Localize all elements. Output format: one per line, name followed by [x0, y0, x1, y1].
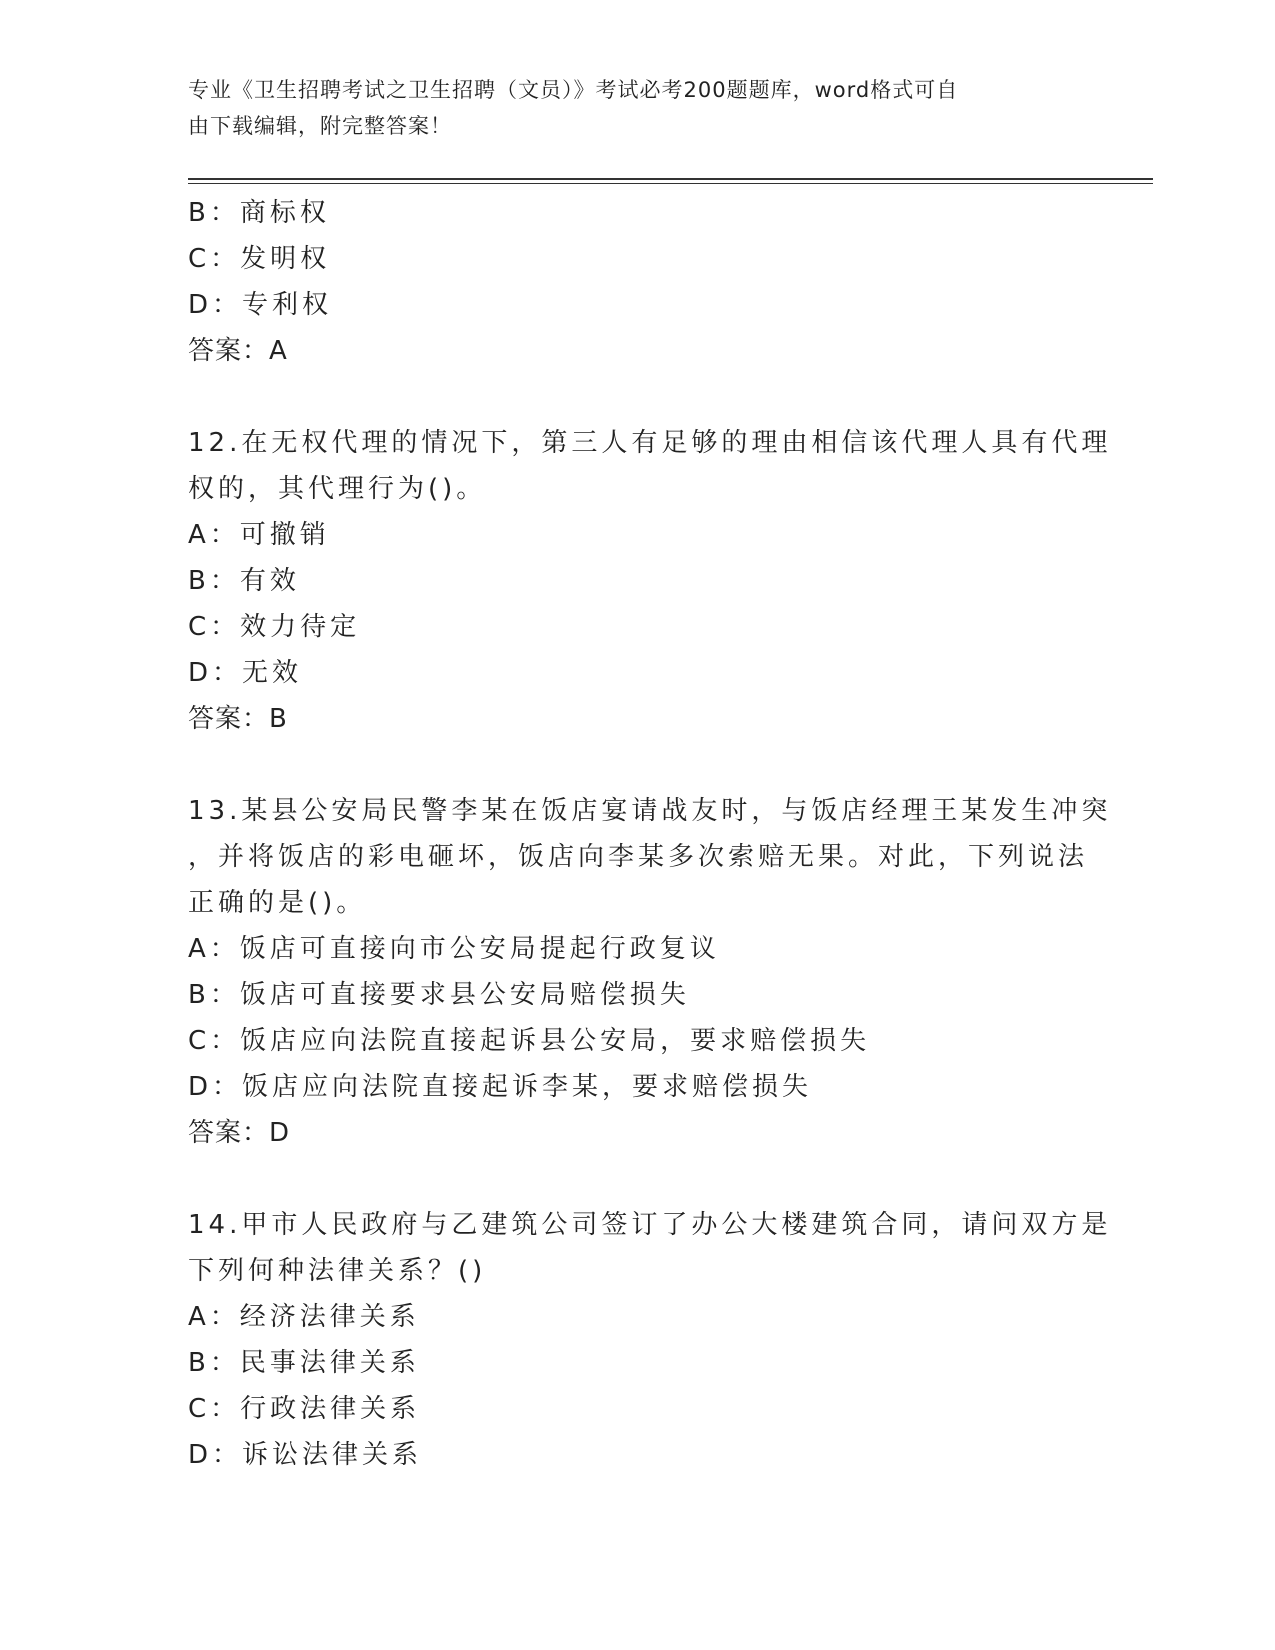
question-text-line: 正确的是()。: [188, 888, 367, 918]
question-list: [188, 190, 1112, 1478]
document-header: [188, 72, 1068, 144]
question-12: [188, 420, 1112, 742]
question-text-line: 权的，其代理行为()。: [188, 474, 487, 504]
question-text-line: 12.在无权代理的情况下，第三人有足够的理由相信该代理人具有代理: [188, 428, 1112, 458]
question-text-line: 14.甲市人民政府与乙建筑公司签订了办公大楼建筑合同，请问双方是: [188, 1210, 1112, 1240]
option-c: C：饭店应向法院直接起诉县公安局，要求赔偿损失: [188, 1026, 871, 1056]
option-b: B：商标权: [188, 198, 330, 228]
option-a: A：饭店可直接向市公安局提起行政复议: [188, 934, 720, 964]
option-d: D：诉讼法律关系: [188, 1440, 423, 1470]
header-line-1: 专业《卫生招聘考试之卫生招聘（文员）》考试必考200题题库，word格式可自: [188, 78, 959, 102]
answer: 答案：B: [188, 704, 288, 734]
option-d: D：无效: [188, 658, 303, 688]
option-c: C：发明权: [188, 244, 331, 274]
question-11-partial: [188, 190, 1078, 374]
option-c: C：效力待定: [188, 612, 361, 642]
option-a: A：可撤销: [188, 520, 330, 550]
answer: 答案：D: [188, 1118, 291, 1148]
answer: 答案：A: [188, 336, 288, 366]
question-text-line: ，并将饭店的彩电砸坏，饭店向李某多次索赔无果。对此，下列说法: [188, 842, 1089, 872]
option-b: B：饭店可直接要求县公安局赔偿损失: [188, 980, 690, 1010]
question-14: [188, 1202, 1112, 1478]
header-line-2: 由下载编辑，附完整答案！: [188, 114, 452, 138]
option-b: B：有效: [188, 566, 300, 596]
question-text-line: 下列何种法律关系？(): [188, 1256, 487, 1286]
option-c: C：行政法律关系: [188, 1394, 421, 1424]
option-a: A：经济法律关系: [188, 1302, 420, 1332]
option-b: B：民事法律关系: [188, 1348, 420, 1378]
header-divider: [188, 178, 1153, 184]
question-text-line: 13.某县公安局民警李某在饭店宴请战友时，与饭店经理王某发生冲突: [188, 796, 1112, 826]
question-13: [188, 788, 1112, 1156]
option-d: D：专利权: [188, 290, 333, 320]
option-d: D：饭店应向法院直接起诉李某，要求赔偿损失: [188, 1072, 813, 1102]
